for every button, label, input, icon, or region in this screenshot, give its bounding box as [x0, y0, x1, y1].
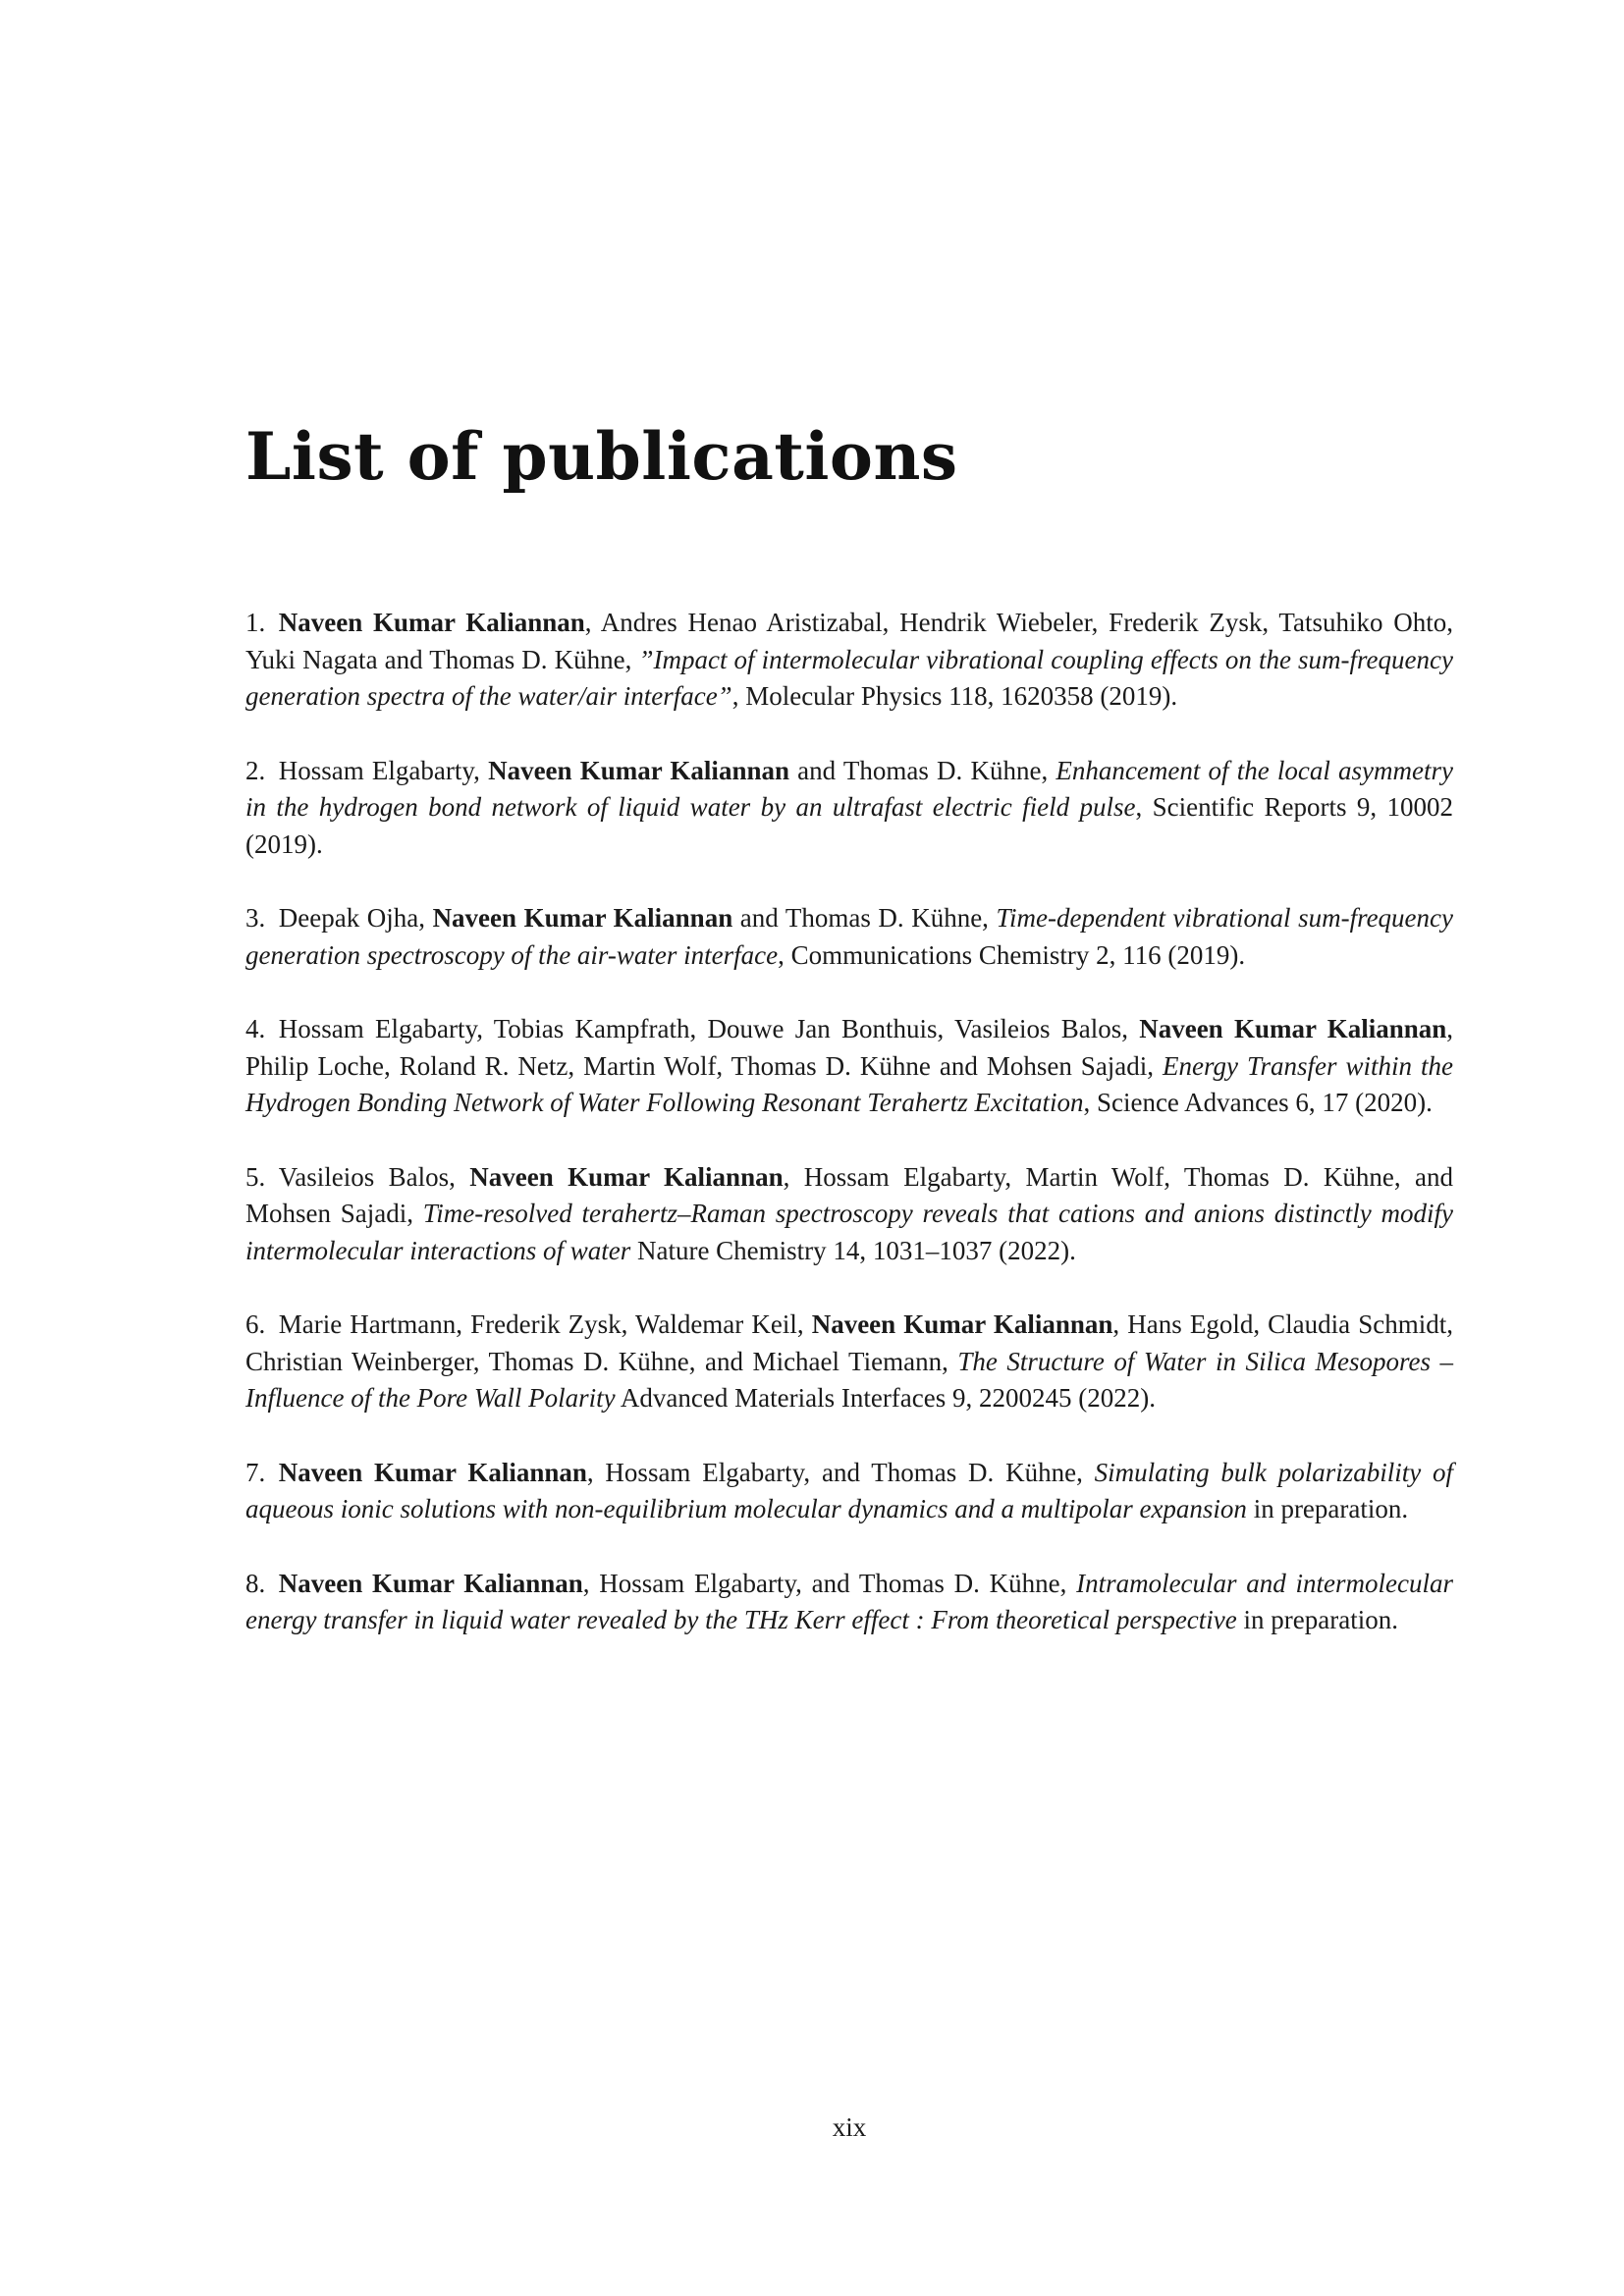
publication-title: Time-dependent vibrational sum-frequency generation spectroscopy of the air-water interface	[245, 903, 1454, 970]
publication-text: Vasileios Balos,	[278, 1161, 470, 1192]
publication-text: in preparation.	[1236, 1605, 1398, 1634]
publication-text: , Andres Henao Aristizabal, Hendrik Wiebeler, Frederik Zysk, Tatsuhiko Ohto, Yuki Nagata and Thomas D. Kühne,	[245, 608, 1453, 674]
publication-text: , Molecular Physics 118, 1620358 (2019).	[731, 681, 1178, 711]
publication-item	[245, 605, 1453, 716]
publication-text: , Hossam Elgabarty, Martin Wolf, Thomas D. Kühne, and Mohsen Sajadi,	[245, 1161, 1453, 1228]
publication-text: Hossam Elgabarty,	[278, 755, 489, 785]
author-highlight: Naveen Kumar Kaliannan	[469, 1161, 784, 1192]
publication-text: , Scientific Reports 9, 10002 (2019).	[245, 792, 1453, 859]
publication-text: in preparation.	[1246, 1494, 1409, 1523]
document-page	[245, 0, 1453, 2296]
publication-text: Hossam Elgabarty, Tobias Kampfrath, Douwe Jan Bonthuis, Vasileios Balos,	[278, 1014, 1140, 1043]
publication-item	[245, 753, 1453, 864]
publication-text: , Philip Loche, Roland R. Netz, Martin Wolf, Thomas D. Kühne and Mohsen Sajadi,	[245, 1014, 1453, 1081]
publication-title: Energy Transfer within the Hydrogen Bonding Network of Water Following Resonant Terahertz Excitation	[245, 1050, 1454, 1117]
publication-text: and Thomas D. Kühne,	[789, 755, 1056, 785]
publication-number: 5.	[245, 1161, 266, 1192]
publication-text: Advanced Materials Interfaces 9, 2200245 (2022).	[615, 1383, 1156, 1413]
publication-title: Enhancement of the local asymmetry in the hydrogen bond network of liquid water by an ultrafast electric field pulse	[245, 755, 1454, 822]
publication-item	[245, 1159, 1453, 1270]
publication-text: , Hossam Elgabarty, and Thomas D. Kühne,	[582, 1568, 1077, 1598]
publication-text: Marie Hartmann, Frederik Zysk, Waldemar Keil,	[278, 1309, 812, 1339]
publication-text: Deepak Ojha,	[278, 903, 433, 933]
publication-text: , Science Advances 6, 17 (2020).	[1083, 1088, 1433, 1117]
author-highlight: Naveen Kumar Kaliannan	[488, 755, 789, 785]
publication-item	[245, 1011, 1453, 1122]
publication-text: , Communications Chemistry 2, 116 (2019).	[778, 939, 1246, 970]
publication-number: 6.	[245, 1309, 266, 1339]
author-highlight: Naveen Kumar Kaliannan	[278, 608, 585, 637]
publication-title: Simulating bulk polarizability of aqueous ionic solutions with non-equilibrium molecular dynamics and a multipolar expansion	[245, 1457, 1454, 1523]
author-highlight: Naveen Kumar Kaliannan	[811, 1309, 1113, 1339]
author-highlight: Naveen Kumar Kaliannan	[278, 1568, 583, 1598]
publication-text: , Hans Egold, Claudia Schmidt, Christian Weinberger, Thomas D. Kühne, and Michael Tiemann,	[245, 1309, 1453, 1376]
publication-text: , Hossam Elgabarty, and Thomas D. Kühne,	[586, 1457, 1095, 1487]
publication-item	[245, 900, 1453, 974]
publication-number: 4.	[245, 1014, 266, 1043]
author-highlight: Naveen Kumar Kaliannan	[432, 903, 733, 933]
author-highlight: Naveen Kumar Kaliannan	[1139, 1014, 1447, 1043]
publication-title: ”Impact of intermolecular vibrational coupling effects on the sum-frequency generation spectra of the water/air interface”	[245, 644, 1453, 711]
page-number: xix	[832, 2112, 867, 2142]
publication-text: and Thomas D. Kühne,	[732, 903, 997, 933]
publication-item	[245, 1566, 1453, 1639]
publication-item	[245, 1307, 1453, 1417]
publication-number: 2.	[245, 755, 266, 785]
publication-list	[245, 605, 1453, 1677]
publication-number: 7.	[245, 1457, 266, 1487]
publication-title: Intramolecular and intermolecular energy transfer in liquid water revealed by the THz Kerr effect : From theoretical perspective	[245, 1568, 1453, 1634]
publication-title: Time-resolved terahertz–Raman spectroscopy reveals that cations and anions distinctly modify intermolecular interactions of water	[245, 1199, 1453, 1265]
publication-item	[245, 1455, 1453, 1528]
publication-text: Nature Chemistry 14, 1031–1037 (2022).	[630, 1235, 1076, 1265]
page-title: List of publications	[245, 418, 958, 495]
publication-number: 8.	[245, 1568, 266, 1598]
author-highlight: Naveen Kumar Kaliannan	[278, 1457, 587, 1487]
publication-title: The Structure of Water in Silica Mesopores – Influence of the Pore Wall Polarity	[245, 1346, 1453, 1413]
publication-number: 1.	[245, 608, 266, 637]
publication-number: 3.	[245, 903, 266, 933]
